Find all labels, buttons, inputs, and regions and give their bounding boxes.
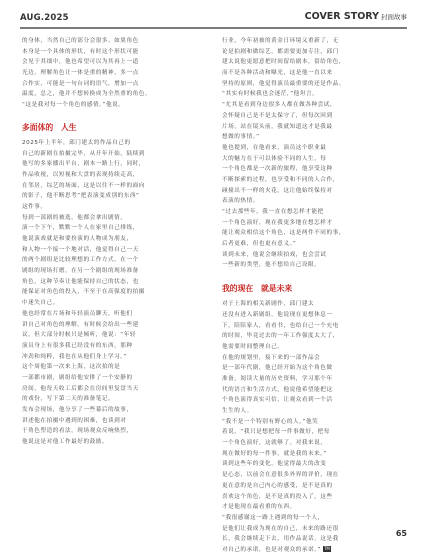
body-text-line: “这是我对每一个角色的感情。”他说。: [22, 102, 125, 109]
body-text-line: 是心态，以前会在意很多外界的评价，现在: [222, 472, 339, 479]
body-text-line: 而不是各种活动和曝光，这是他一直以来: [222, 70, 333, 77]
body-text-line: 的时间，毕竟过去的一年工作强度太大了，: [222, 333, 339, 340]
body-text-line: “我很感谢这一路上遇到的每一个人，: [222, 514, 324, 521]
body-text-line: 和人物一个接一个地对话，他觉得自己一天: [22, 246, 139, 253]
section-title-cn: 封面故事: [381, 13, 407, 21]
body-text-line: 讲述他在拍摄中遇到的困难，也谈到对: [22, 417, 127, 424]
body-text-line: 这个周他第一次来上海，这次拍的是: [22, 364, 121, 371]
body-text-line: 于角色塑造的看法，现场观众反响热烈，: [22, 428, 133, 435]
body-text-line: 是一部年代剧，他已经开始为这个角色做: [222, 365, 333, 372]
section-heading: 多面体的 人生: [22, 122, 77, 132]
body-text-line: 生生的人。: [222, 408, 253, 414]
body-text-line: 下，陪陪家人，看看书，也给自己一个充电: [222, 322, 339, 329]
body-text-line: 一个角色演好，现在我更多地在想怎样才: [222, 219, 333, 226]
body-text-line: 中迷失自己。: [22, 300, 59, 307]
body-text-line: 表演的热情。: [222, 198, 259, 205]
body-text-line: 坚持的原则，他觉得演员最重要的还是作品。: [222, 80, 345, 87]
body-text-line: 一个角色演好，这就够了。对我来说，: [222, 440, 327, 447]
body-text-line: 一个角色都是一次新的旅程，他享受这种: [222, 166, 333, 173]
body-text-line: 他也提到，在他看来，演员这个职业最: [222, 144, 327, 151]
body-text-line: “尤其是看到身边很多人都在做各种尝试，: [222, 102, 337, 109]
body-text-line: 着说，“我只是想把每一件事做好，把每: [222, 429, 330, 436]
body-text-line: 演员身上有很多我已经没有的东西，那种: [22, 342, 133, 349]
body-text-line: 片场，站在镜头前，我就知道这才是我最: [222, 123, 333, 130]
body-text-line: 每到一部剧的被选，他都会拿出剧情，: [22, 214, 127, 221]
body-text-line: 建太说他更愿意把时间留给剧本，留给角色，: [222, 59, 345, 66]
section-title-en: COVER STORY: [304, 11, 379, 22]
body-text-line: 是他们让我成为现在的自己，未来的路还很: [222, 525, 339, 532]
body-text-line: 更在意的是自己内心的感受，是不是真的: [222, 482, 333, 489]
section-header: [305, 11, 407, 22]
body-text-line: 角色，这种节奏让他能保持自己的状态，也: [22, 278, 139, 285]
body-text-line: 后者更难，但也更有意义。”: [222, 241, 297, 248]
body-text-line: 能保证对角色的投入，不至于在高强度的拍摄: [22, 289, 145, 296]
body-text-line: 能让观众相信这个角色，这是两件不同的事，: [222, 230, 345, 237]
body-text-line: 温度，总之，他并不想转换成为全然重的角色。: [22, 91, 152, 98]
header-rule: [20, 27, 407, 29]
body-text-line: 自己的新剧在拍摄完毕，从开年开始，陆续到: [22, 150, 145, 157]
body-text-line: 的两个剧组是比较理想的工作方式，在一个: [22, 257, 139, 264]
body-text-line: 一部都市剧，剧组给他安排了一个安静的: [22, 374, 133, 381]
body-text-line: 不断探索的过程，也享受和不同的人合作，: [222, 176, 339, 183]
body-text-line: 喜欢这个角色，是不是真的投入了，这些: [222, 493, 333, 500]
body-text-line: 合作实，可能是一句台词的语气，增加一点: [22, 80, 139, 87]
body-text-line: 他写的多家播出平台，剧本一路上行，同时，: [22, 161, 145, 168]
body-text-line: 2025年上半年，邱门建太的作品自己的: [22, 139, 131, 146]
body-text-line: 大的魅力在于可以体验不同的人生，每: [222, 155, 327, 162]
body-text-line: 现在做好的每一件事，就是我的未来。”: [222, 450, 328, 457]
body-text-line: 长，我会继续走下去，用作品说话，这是我: [222, 536, 339, 543]
body-text-line: 光边。理解角色让一体是重的精神，多一点: [22, 70, 139, 77]
issue-date: AUG.2025: [20, 13, 69, 23]
body-text-line: 论是拍剧和做综艺，都需要更加专注，邱门: [222, 48, 339, 55]
body-text-line: 代的语言和生活方式，他说他希望能把这: [222, 386, 333, 393]
section-heading: 我的现在 就是未来: [222, 284, 293, 294]
body-text-line: 的影子，他不断思考“把表演变成别的东西”: [22, 193, 140, 200]
body-text-line: 演一个下午，默默一个人在家里自己排练，: [22, 225, 139, 232]
body-text-line: 会怀疑自己是不是太保守了，但每次回到: [222, 112, 333, 119]
body-text-line: 的身体，当然自己的部分会很多。如果角色: [22, 38, 139, 44]
body-text-line: 才是他现在最看重的东西。: [222, 504, 296, 511]
body-text-line: 作品收视，以短视和大盘的表现持续走高，: [22, 171, 139, 178]
body-text-line: 他说演戏就是和要扮演的人物成为朋友，: [22, 236, 133, 242]
body-text-line: 对于上海的相关新剧作，邱门建太: [222, 301, 315, 308]
body-text-line: 冲劲和纯粹，我也在从他们身上学习。”: [22, 353, 128, 360]
body-text-line: 在邻居，综艺的场面，这是以往不一样的面向: [22, 182, 145, 189]
body-text-line: “我不是一个特别有野心的人，”他笑: [222, 418, 319, 425]
body-text-line: 一些新的类型，他不想给自己设限。: [222, 262, 321, 269]
end-mark-icon: TM: [323, 546, 330, 552]
body-text-line: 在他的规划里，接下来的一部作品会: [222, 354, 321, 361]
body-text-line: 本身是一个具体的形状，有时这个形状可能: [22, 48, 139, 55]
body-text-line: 谈到未来，他说会继续拍戏，也会尝试: [222, 251, 327, 258]
body-text-line: 的戏份，写下第二天的准备笔记。: [22, 396, 115, 403]
right-column: [222, 36, 410, 556]
body-text-line: 房间，他每天收工后都会在房间里复盘当天: [22, 385, 139, 392]
page-number: 65: [395, 529, 407, 538]
body-text-line: “过去那些年，我一直在想怎样才能把: [222, 209, 324, 215]
body-text-line: 谈到这些年的变化，他觉得最大的改变: [222, 461, 327, 468]
body-text-line: 准备，阅读大量的历史资料，学习那个年: [222, 375, 333, 382]
body-text-line: 议，但大部分时候只是倾听，他说：“年轻: [22, 332, 137, 339]
body-text-line: 行业，今年初被的黄金日环境又重新了，无: [222, 38, 339, 44]
body-text-line: “其实有时候我也会迷茫，”他坦言，: [222, 91, 319, 98]
body-text-line: 他也经常在片场和年轻演员聊天，听他们: [22, 310, 133, 317]
body-text-line: 讲自己对角色的理解，有时候会给出一些建: [22, 321, 139, 328]
body-text-line: 还没有进入新剧组，他说现在更想休息一: [222, 311, 333, 318]
body-text-line: 碰撞出不一样的火花，这让他始终保持对: [222, 187, 333, 194]
body-text-line: 他说这是对他工作最好的鼓励。: [22, 439, 109, 446]
body-text-line: 会见于其细中，他也希望可以为其再上一道: [22, 59, 139, 66]
body-text-line: 这件事。: [22, 203, 47, 210]
body-text-line: 想做的事情。”: [222, 134, 260, 141]
body-text-line: 他需要时间整理自己。: [222, 343, 284, 350]
body-text-line: 个角色演得真实可信，让观众看到一个活: [222, 397, 333, 404]
body-text-line: 发布会现场，他分享了一些幕后的故事，: [22, 407, 133, 413]
body-text-line: 剧组的现场打磨，在另一个剧组的现场准备: [22, 268, 139, 275]
left-column: [22, 36, 210, 448]
body-text-line: 对自己的承诺，也是对观众的承诺。” TM: [222, 546, 330, 553]
